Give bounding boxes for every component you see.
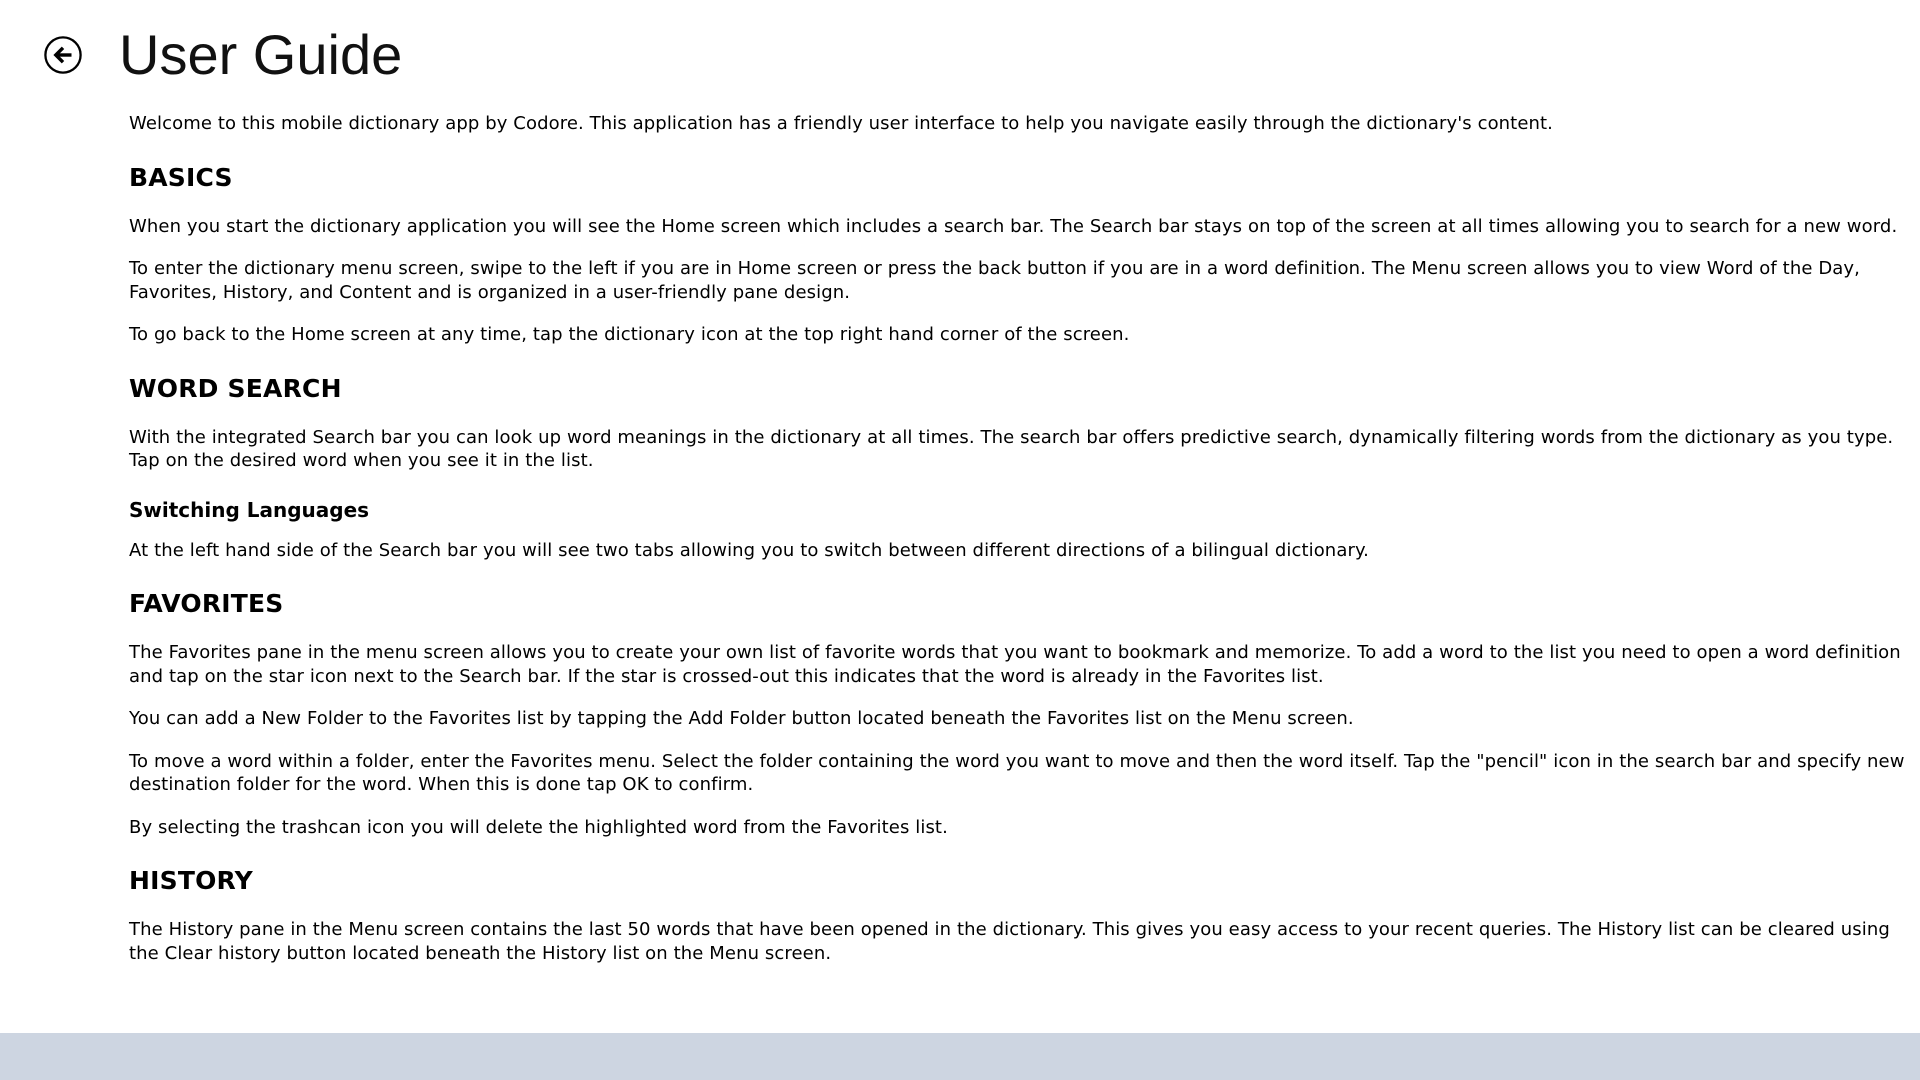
paragraph: When you start the dictionary application you will see the Home screen which includes a search bar. The Search bar stays on top of the screen at all times allowing you to search for a new word. xyxy=(129,215,1898,237)
arrow-left-circle-icon xyxy=(43,35,83,75)
paragraph: To enter the dictionary menu screen, swipe to the left if you are in Home screen or press the back button if you are in a word definition. The Menu screen allows you to view Word of the Day, Favorites, History, and Content and is organized in a user-friendly pane design. xyxy=(129,258,1860,303)
paragraph: To move a word within a folder, enter the Favorites menu. Select the folder containing the word you want to move and then the word itself. Tap the "pencil" icon in the search bar and specify new destination folder for the word. When this is done tap OK to confirm. xyxy=(129,750,1905,795)
paragraph: By selecting the trashcan icon you will delete the highlighted word from the Favorites list. xyxy=(129,816,948,838)
paragraph: The Favorites pane in the menu screen allows you to create your own list of favorite words that you want to bookmark and memorize. To add a word to the list you need to open a word definition and tap on the star icon next to the Search bar. If the star is crossed-out this indicates that the word is already in the Favorites list. xyxy=(129,642,1901,687)
section-heading-favorites: FAVORITES xyxy=(129,589,284,618)
page-title: User Guide xyxy=(119,23,403,86)
subsection-heading-switching-languages: Switching Languages xyxy=(129,497,370,522)
section-heading-history: HISTORY xyxy=(129,866,253,895)
paragraph: To go back to the Home screen at any time, tap the dictionary icon at the top right hand corner of the screen. xyxy=(129,324,1130,345)
app-header xyxy=(0,0,1920,86)
paragraph: You can add a New Folder to the Favorites list by tapping the Add Folder button located beneath the Favorites list on the Menu screen. xyxy=(129,708,1354,729)
paragraph: With the integrated Search bar you can look up word meanings in the dictionary at all times. The search bar offers predictive search, dynamically filtering words from the dictionary as you type. Tap on the desired word when you see it in the list. xyxy=(129,426,1894,471)
user-guide-content xyxy=(129,112,1907,965)
back-button[interactable] xyxy=(43,35,83,75)
section-heading-basics: BASICS xyxy=(129,162,233,192)
paragraph: At the left hand side of the Search bar you will see two tabs allowing you to switch between different directions of a bilingual dictionary. xyxy=(129,539,1369,561)
intro-paragraph: Welcome to this mobile dictionary app by Codore. This application has a friendly user interface to help you navigate easily through the dictionary's content. xyxy=(129,113,1554,134)
section-heading-word-search: WORD SEARCH xyxy=(129,373,342,403)
paragraph: The History pane in the Menu screen contains the last 50 words that have been opened in the dictionary. This gives you easy access to your recent queries. The History list can be cleared using the Clear history button located beneath the History list on the Menu screen. xyxy=(129,919,1890,964)
bottom-scrollbar[interactable] xyxy=(0,1033,1920,1080)
